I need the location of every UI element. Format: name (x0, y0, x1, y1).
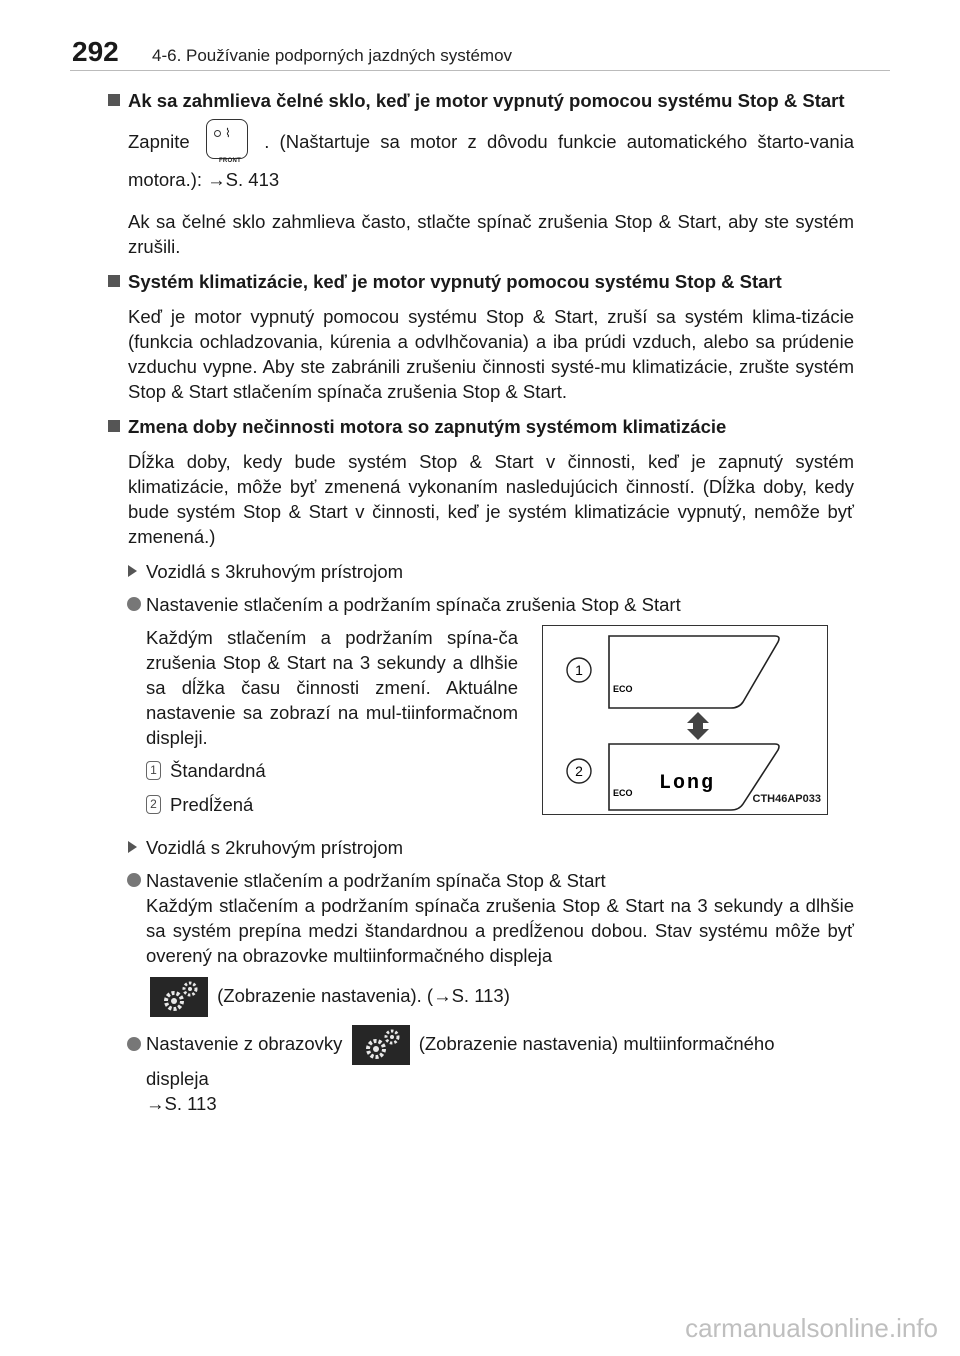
vehicle-2-gauge-item (108, 835, 854, 860)
circle-bullet-icon (127, 1037, 141, 1051)
hold-setting-text (146, 625, 518, 826)
section-square-icon (108, 275, 120, 287)
page-content (108, 88, 854, 1124)
setting-screen-suffix: (Zobrazenie nastavenia) multiinformačného (418, 1033, 775, 1054)
figure-code: CTH46AP033 (752, 793, 821, 805)
text-suffix: . (Naštartuje sa motor z dôvodu funkcie automatického štarto-vania motora.): (128, 131, 855, 190)
setting-hold2-item (108, 868, 854, 1018)
triangle-bullet-icon (128, 841, 137, 853)
option-number-badge: 1 (146, 761, 161, 780)
defogger-glyph: ⌇ (224, 126, 231, 141)
page-number: 292 (72, 36, 119, 67)
circle-bullet-icon (127, 597, 141, 611)
circle-bullet-icon (127, 873, 141, 887)
option-number-badge: 2 (146, 795, 161, 814)
option-label: Štandardná (170, 760, 266, 781)
section-heading-idle (108, 414, 854, 439)
display-illustration (542, 625, 828, 815)
section-heading-text: Systém klimatizácie, keď je motor vypnutý pomocou systému Stop & Start (128, 271, 782, 292)
vehicle-3-gauge-item (108, 559, 854, 584)
aircon-text: Keď je motor vypnutý pomocou systému Stop & Start, zruší sa systém klima-tizácie (funkcia ochladzovania, kúrenia a odvlhčovania) a iba prúdi vzduch, alebo sa prúdenie vzduchu vypne. Aby ste zabránili zrušeniu činnosti systé-mu klimatizácie, zrušte systém Stop & Start stlačením spínača zrušenia Stop & Start. (128, 306, 854, 402)
eco-indicator-1: ECO (613, 684, 633, 694)
vehicle-3-gauge-label: Vozidlá s 3kruhovým prístrojom (146, 561, 404, 582)
header-rule (70, 70, 890, 71)
display-illustration-svg (543, 626, 827, 814)
settings-display-text: (Zobrazenie nastavenia). ( (217, 985, 434, 1006)
watermark: carmanualsonline.info (685, 1313, 938, 1343)
section-heading-windshield (108, 88, 854, 113)
setting-screen-prefix: Nastavenie z obrazovky (146, 1033, 343, 1054)
setting-hold2-label: Nastavenie stlačením a podržaním spínača Stop & Start (146, 870, 606, 891)
long-display-text: Long (659, 772, 716, 795)
option-extended (146, 792, 518, 826)
figure-label-1: 1 (575, 662, 583, 678)
triangle-bullet-icon (128, 565, 137, 577)
setting-hold-item (108, 592, 854, 617)
option-standard (146, 758, 518, 792)
indicator-dot (214, 130, 221, 137)
section-square-icon (108, 420, 120, 432)
hold-description-2: Každým stlačením a podržaním spínača zrušenia Stop & Start na 3 sekundy a dlhšie sa systém prepína medzi štandardnou a predĺženou dobou. Stav systému môže byť overený na obrazovke multiinformačného displeja (146, 895, 854, 966)
section-heading-text: Ak sa zahmlieva čelné sklo, keď je motor vypnutý pomocou systému Stop & Start (128, 90, 845, 111)
setting-hold-label: Nastavenie stlačením a podržaním spínača zrušenia Stop & Start (146, 594, 681, 615)
hold-setting-block (108, 625, 854, 825)
page-reference: →S. 113 (433, 985, 504, 1006)
page-reference: →S. 413 (207, 169, 280, 190)
section-heading-text: Zmena doby nečinnosti motora so zapnutým systémom klimatizácie (128, 416, 727, 437)
close-paren: ) (503, 985, 510, 1006)
idle-text: Dĺžka doby, kedy bude systém Stop & Start v činnosti, keď je zapnutý systém klimatizácie, môže byť zmenená vykonaním nasledujúcich činností. (Dĺžka doby, kedy bude systém Stop & Start v činnosti, keď je systém klimatizácie vypnutý, nemôže byť zmenená.) (128, 451, 854, 547)
page-reference: →S. 113 (146, 1093, 217, 1114)
chapter-title: 4-6. Používanie podporných jazdných systémov (152, 46, 513, 65)
section-square-icon (108, 94, 120, 106)
option-label: Predĺžená (170, 794, 254, 815)
options-list (146, 758, 518, 826)
setting-screen-end: displeja (146, 1068, 209, 1089)
section-heading-aircon (108, 269, 854, 294)
front-text: FRONT (218, 158, 242, 165)
vehicle-2-gauge-label: Vozidlá s 2kruhovým prístrojom (146, 837, 404, 858)
text-prefix: Zapnite (128, 131, 190, 152)
front-defogger-button-icon (206, 119, 248, 165)
windshield-text1 (108, 123, 854, 199)
windshield-text2: Ak sa čelné sklo zahmlieva často, stlačte spínač zrušenia Stop & Start, aby ste systém zrušili. (128, 211, 854, 257)
hold-description: Každým stlačením a podržaním spína-ča zrušenia Stop & Start na 3 sekundy a dlhšie sa dĺžka času činnosti zmení. Aktuálne nastavenie sa zobrazí na mul-tiinformačnom displeji. (146, 627, 518, 748)
eco-indicator-2: ECO (613, 788, 633, 798)
switch-arrow-icon (687, 712, 709, 740)
settings-gear-icon (150, 977, 208, 1017)
settings-display-line (146, 974, 854, 1018)
figure-label-2: 2 (575, 763, 583, 779)
setting-screen-item (108, 1022, 854, 1116)
settings-gear-icon (352, 1025, 410, 1065)
